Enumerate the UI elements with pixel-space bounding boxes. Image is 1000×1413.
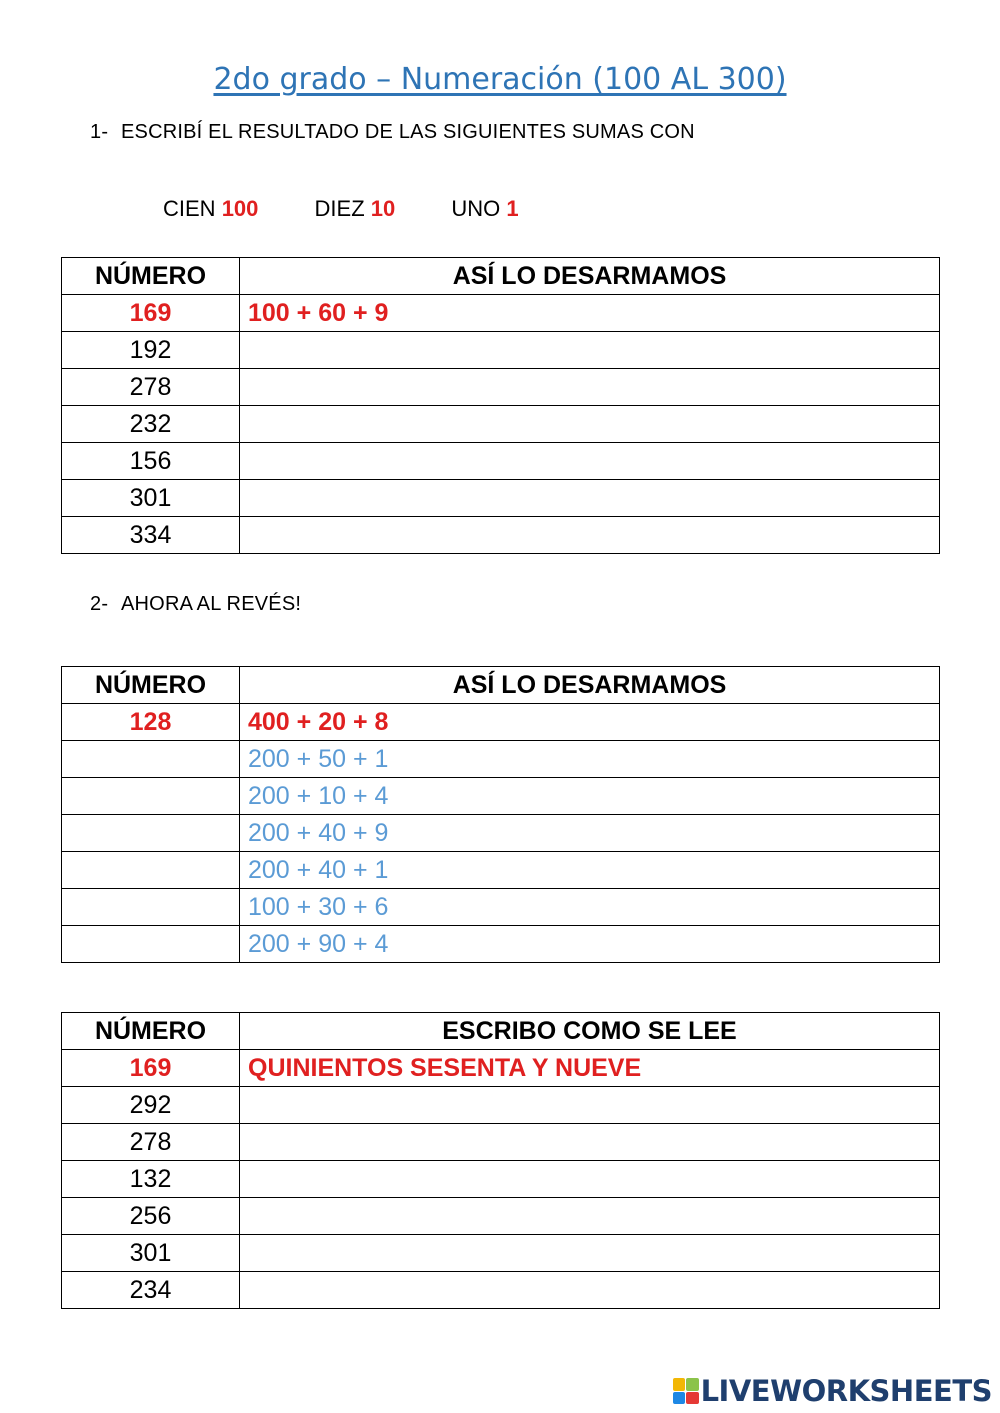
value-uno: UNO 1 bbox=[451, 196, 519, 221]
header-numero: NÚMERO bbox=[62, 667, 240, 704]
instruction-2 bbox=[90, 593, 301, 616]
example-number: 128 bbox=[62, 704, 240, 741]
header-desarmamos: ASÍ LO DESARMAMOS bbox=[240, 258, 940, 295]
row-number: 234 bbox=[62, 1272, 240, 1309]
table-row bbox=[62, 741, 940, 778]
header-numero: NÚMERO bbox=[62, 1013, 240, 1050]
answer-cell[interactable] bbox=[240, 369, 940, 406]
row-number: 334 bbox=[62, 517, 240, 554]
row-number: 278 bbox=[62, 1124, 240, 1161]
answer-cell[interactable] bbox=[240, 1161, 940, 1198]
row-number: 256 bbox=[62, 1198, 240, 1235]
reverse-table bbox=[61, 666, 940, 963]
example-answer: QUINIENTOS SESENTA Y NUEVE bbox=[240, 1050, 940, 1087]
table-row bbox=[62, 1124, 940, 1161]
decompose-table bbox=[61, 257, 940, 554]
row-number: 301 bbox=[62, 480, 240, 517]
table-row bbox=[62, 332, 940, 369]
table-row bbox=[62, 1198, 940, 1235]
answer-cell[interactable] bbox=[240, 1198, 940, 1235]
number-answer-cell[interactable] bbox=[62, 815, 240, 852]
answer-cell[interactable] bbox=[240, 406, 940, 443]
row-number: 301 bbox=[62, 1235, 240, 1272]
sum-cell: 200 + 90 + 4 bbox=[240, 926, 940, 963]
row-number: 192 bbox=[62, 332, 240, 369]
number-answer-cell[interactable] bbox=[62, 926, 240, 963]
table-row bbox=[62, 443, 940, 480]
table-row bbox=[62, 1235, 940, 1272]
answer-cell[interactable] bbox=[240, 1087, 940, 1124]
place-values bbox=[163, 196, 569, 222]
answer-cell[interactable] bbox=[240, 332, 940, 369]
header-numero: NÚMERO bbox=[62, 258, 240, 295]
sum-cell: 200 + 40 + 9 bbox=[240, 815, 940, 852]
number-answer-cell[interactable] bbox=[62, 741, 240, 778]
example-row bbox=[62, 1050, 940, 1087]
instruction-1-number: 1- bbox=[90, 121, 109, 143]
answer-cell[interactable] bbox=[240, 1272, 940, 1309]
sum-cell: 200 + 10 + 4 bbox=[240, 778, 940, 815]
row-number: 278 bbox=[62, 369, 240, 406]
value-diez: DIEZ 10 bbox=[314, 196, 396, 221]
answer-cell[interactable] bbox=[240, 517, 940, 554]
table-row bbox=[62, 480, 940, 517]
table-row bbox=[62, 815, 940, 852]
liveworksheets-logo[interactable] bbox=[673, 1374, 992, 1408]
table-row bbox=[62, 517, 940, 554]
row-number: 292 bbox=[62, 1087, 240, 1124]
answer-cell[interactable] bbox=[240, 1124, 940, 1161]
number-answer-cell[interactable] bbox=[62, 778, 240, 815]
reading-table bbox=[61, 1012, 940, 1309]
page-title: 2do grado – Numeración (100 AL 300) bbox=[213, 62, 787, 97]
table-header bbox=[62, 667, 940, 704]
example-answer: 100 + 60 + 9 bbox=[240, 295, 940, 332]
example-row bbox=[62, 704, 940, 741]
table-row bbox=[62, 926, 940, 963]
liveworksheets-logo-icon bbox=[673, 1378, 699, 1404]
sum-cell: 200 + 50 + 1 bbox=[240, 741, 940, 778]
table-row bbox=[62, 1272, 940, 1309]
answer-cell[interactable] bbox=[240, 443, 940, 480]
row-number: 232 bbox=[62, 406, 240, 443]
row-number: 156 bbox=[62, 443, 240, 480]
table-header bbox=[62, 1013, 940, 1050]
number-answer-cell[interactable] bbox=[62, 889, 240, 926]
value-cien: CIEN 100 bbox=[163, 196, 259, 221]
instruction-2-text: AHORA AL REVÉS! bbox=[121, 593, 302, 615]
example-number: 169 bbox=[62, 1050, 240, 1087]
table-row bbox=[62, 778, 940, 815]
table-row bbox=[62, 1161, 940, 1198]
table-row bbox=[62, 889, 940, 926]
answer-cell[interactable] bbox=[240, 480, 940, 517]
instruction-2-number: 2- bbox=[90, 593, 109, 615]
row-number: 132 bbox=[62, 1161, 240, 1198]
answer-cell[interactable] bbox=[240, 1235, 940, 1272]
header-escribo: ESCRIBO COMO SE LEE bbox=[240, 1013, 940, 1050]
logo-text: LIVEWORKSHEETS bbox=[700, 1374, 992, 1408]
header-desarmamos: ASÍ LO DESARMAMOS bbox=[240, 667, 940, 704]
example-answer: 400 + 20 + 8 bbox=[240, 704, 940, 741]
example-row bbox=[62, 295, 940, 332]
instruction-1-text: ESCRIBÍ EL RESULTADO DE LAS SIGUIENTES SUMAS CON bbox=[121, 121, 695, 143]
table-header bbox=[62, 258, 940, 295]
instruction-1 bbox=[90, 121, 695, 144]
number-answer-cell[interactable] bbox=[62, 852, 240, 889]
table-row bbox=[62, 852, 940, 889]
table-row bbox=[62, 369, 940, 406]
sum-cell: 100 + 30 + 6 bbox=[240, 889, 940, 926]
example-number: 169 bbox=[62, 295, 240, 332]
sum-cell: 200 + 40 + 1 bbox=[240, 852, 940, 889]
table-row bbox=[62, 406, 940, 443]
table-row bbox=[62, 1087, 940, 1124]
